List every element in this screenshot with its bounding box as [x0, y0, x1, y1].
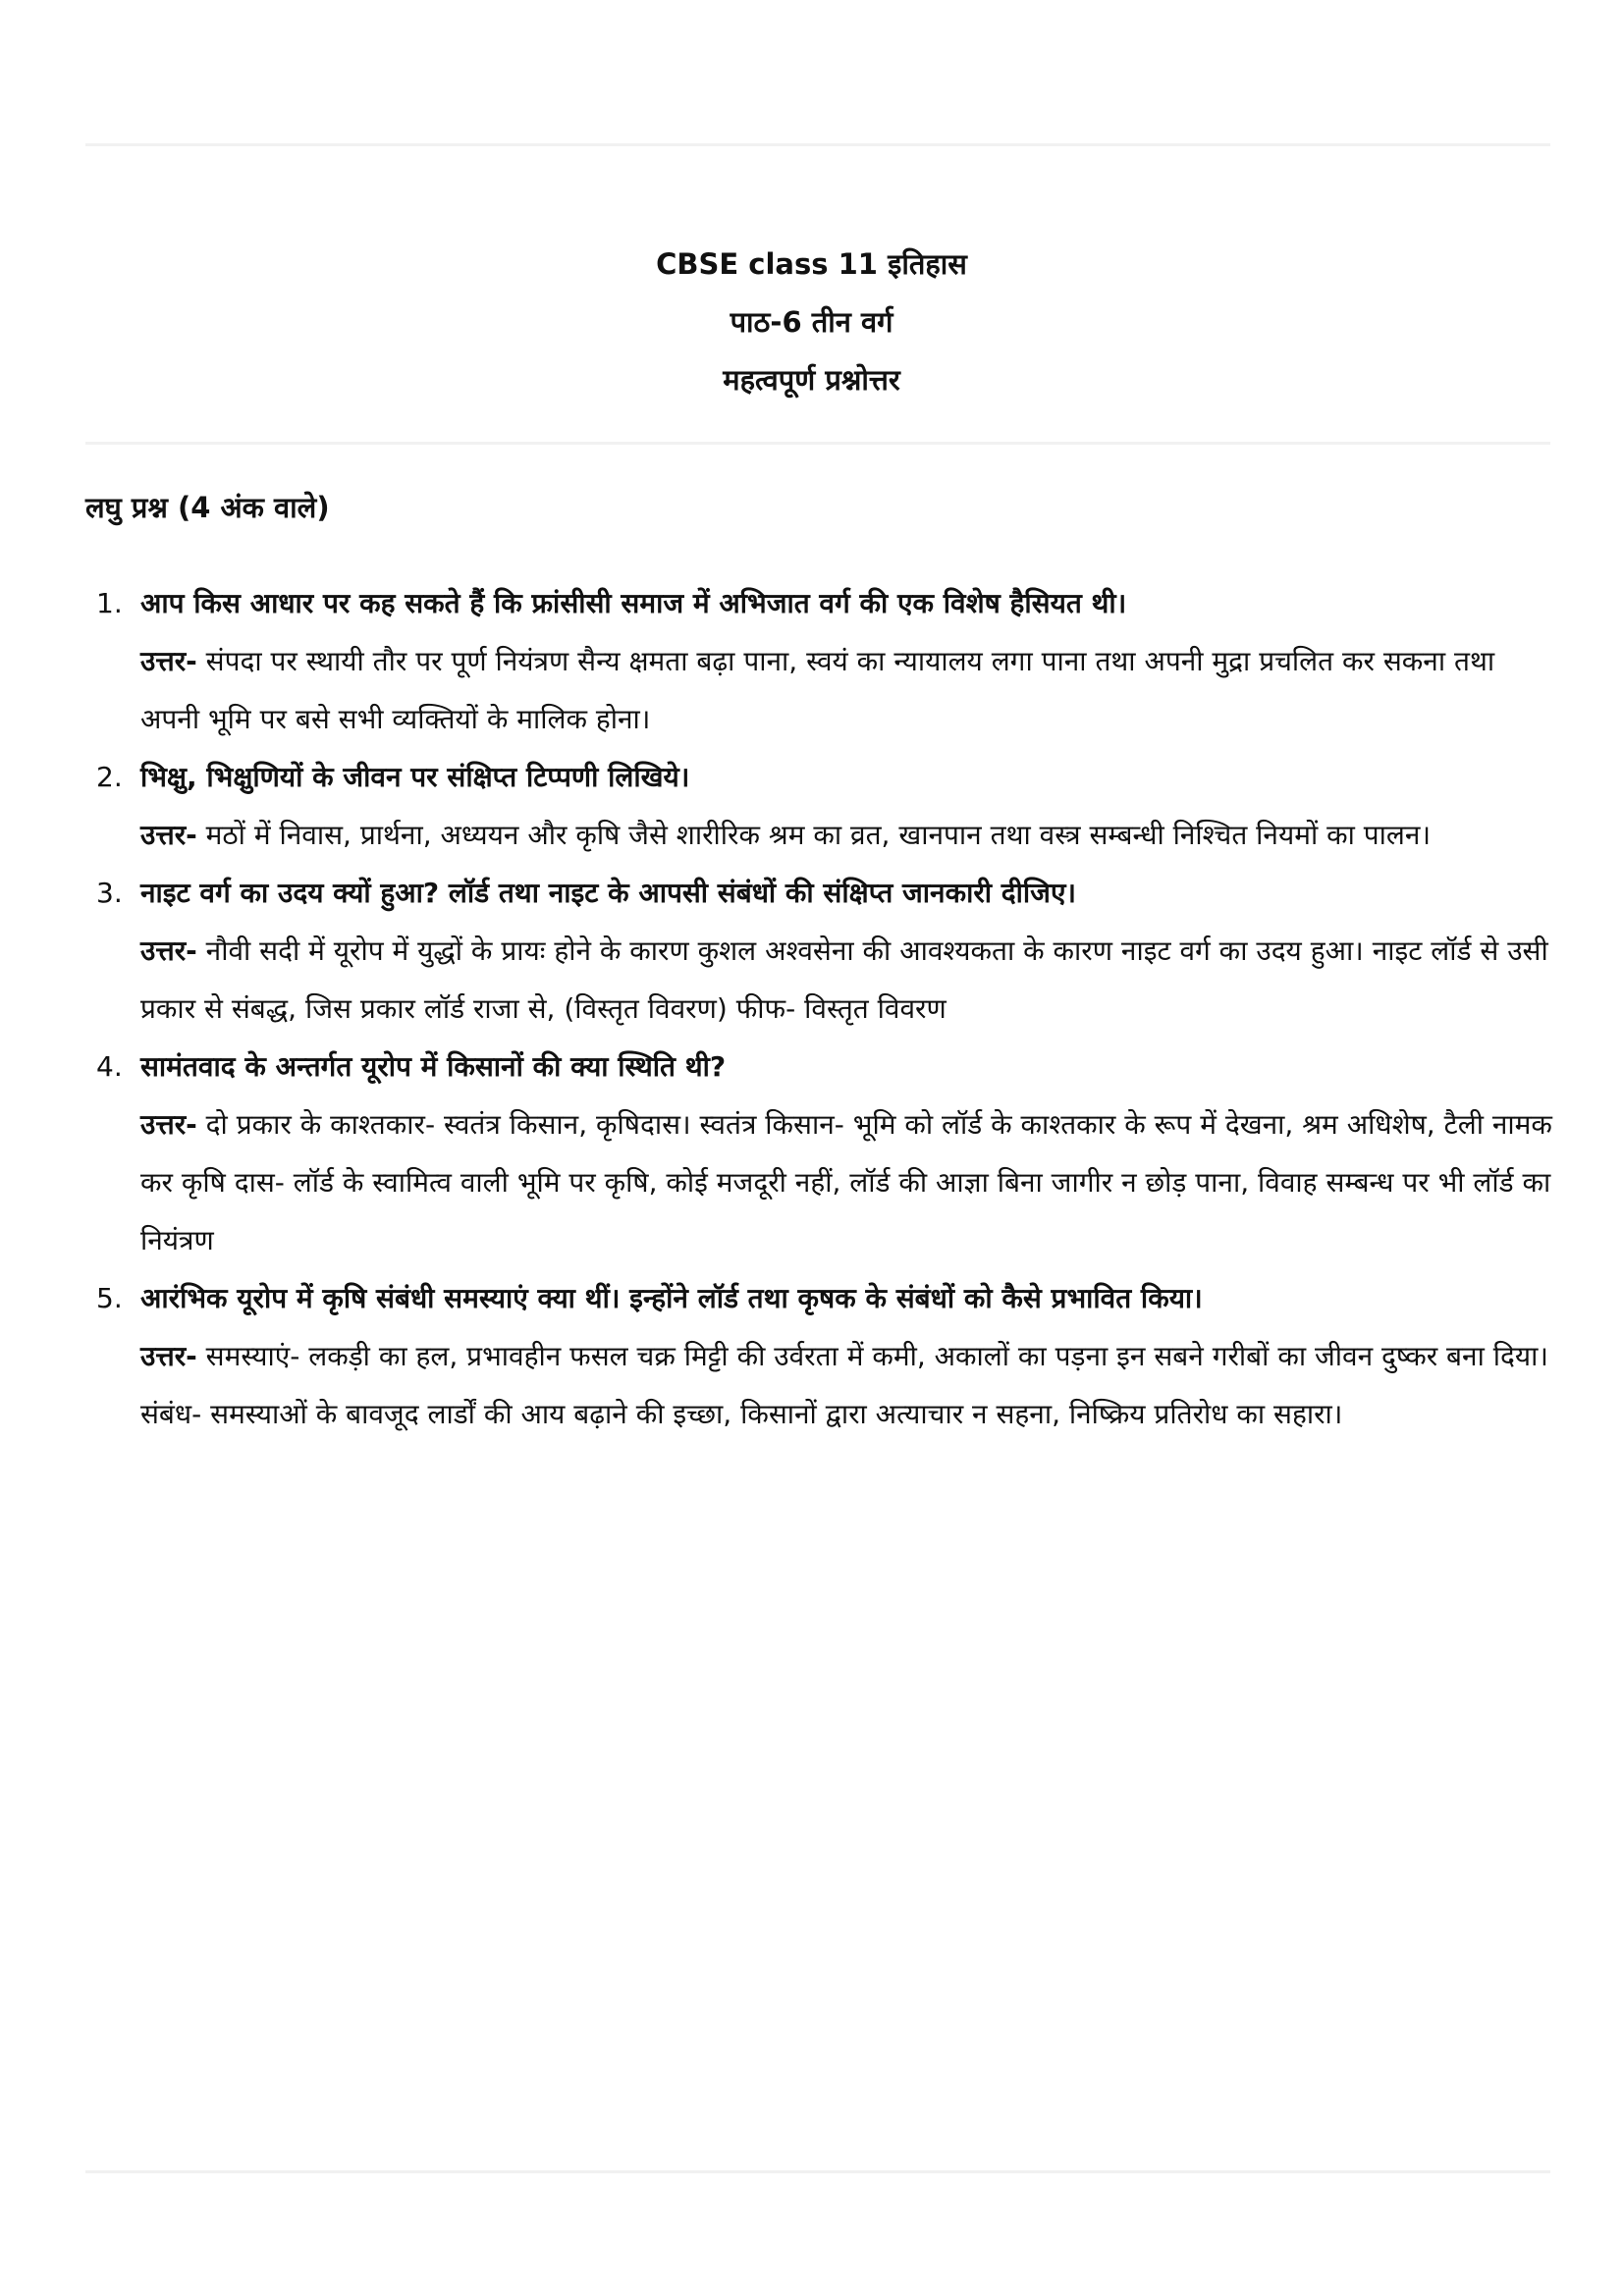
question-item: [96, 1269, 1554, 1443]
document-subtitle: महत्वपूर्ण प्रश्नोत्तर: [723, 363, 900, 397]
chapter-title: पाठ-6 तीन वर्ग: [730, 305, 893, 339]
answer-label: उत्तर-: [140, 1108, 197, 1141]
answer-body: दो प्रकार के काश्तकार- स्वतंत्र किसान, कृषिदास। स्वतंत्र किसान- भूमि को लॉर्ड के काश्तकार के रूप में देखना, श्रम अधिशेष, टैली नामक कर कृषि दास- लॉर्ड के स्वामित्व वाली भूमि पर कृषि, कोई मजदूरी नहीं, लॉर्ड की आज्ञा बिना जागीर न छोड़ पाना, विवाह सम्बन्ध पर भी लॉर्ड का नियंत्रण: [140, 1108, 1552, 1256]
question-item: [96, 1038, 1554, 1269]
document-header: [0, 236, 1623, 409]
question-number: 2.: [96, 761, 123, 793]
question-item: [96, 574, 1554, 748]
answer-text: [140, 922, 1554, 1038]
answer-label: उत्तर-: [140, 934, 197, 967]
answer-text: [140, 1327, 1554, 1443]
question-text: आप किस आधार पर कह सकते हैं कि फ्रांसीसी समाज में अभिजात वर्ग की एक विशेष हैसियत थी।: [140, 587, 1127, 619]
question-item: [96, 748, 1554, 864]
answer-body: संपदा पर स्थायी तौर पर पूर्ण नियंत्रण सैन्य क्षमता बढ़ा पाना, स्वयं का न्यायालय लगा पाना तथा अपनी मुद्रा प्रचलित कर सकना तथा अपनी भूमि पर बसे सभी व्यक्तियों के मालिक होना।: [140, 645, 1495, 735]
question-number: 5.: [96, 1282, 123, 1314]
answer-text: [140, 632, 1554, 748]
top-divider: [85, 143, 1550, 146]
answer-body: मठों में निवास, प्रार्थना, अध्ययन और कृषि जैसे शारीरिक श्रम का व्रत, खानपान तथा वस्त्र सम्बन्धी निश्चित नियमों का पालन।: [205, 819, 1432, 851]
answer-body: समस्याएं- लकड़ी का हल, प्रभावहीन फसल चक्र मिट्टी की उर्वरता में कमी, अकालों का पड़ना इन सबने गरीबों का जीवन दुष्कर बना दिया। संबंध- समस्याओं के बावजूद लार्डों की आय बढ़ाने की इच्छा, किसानों द्वारा अत्याचार न सहना, निष्क्रिय प्रतिरोध का सहारा।: [140, 1340, 1548, 1430]
document-title: CBSE class 11 इतिहास: [656, 247, 967, 281]
question-text: भिक्षु, भिक्षुणियों के जीवन पर संक्षिप्त टिप्पणी लिखिये।: [140, 761, 690, 793]
question-list: [96, 574, 1554, 1443]
question-text: नाइट वर्ग का उदय क्यों हुआ? लॉर्ड तथा नाइट के आपसी संबंधों की संक्षिप्त जानकारी दीजिए।: [140, 877, 1077, 909]
question-item: [96, 864, 1554, 1038]
answer-label: उत्तर-: [140, 645, 197, 677]
question-number: 3.: [96, 877, 123, 909]
question-number: 4.: [96, 1050, 123, 1083]
answer-text: [140, 806, 1554, 864]
answer-text: [140, 1095, 1554, 1269]
header-divider: [85, 442, 1550, 445]
question-text: सामंतवाद के अन्तर्गत यूरोप में किसानों की क्या स्थिति थी?: [140, 1050, 727, 1083]
question-number: 1.: [96, 587, 123, 619]
answer-label: उत्तर-: [140, 1340, 197, 1372]
question-text: आरंभिक यूरोप में कृषि संबंधी समस्याएं क्या थीं। इन्होंने लॉर्ड तथा कृषक के संबंधों को कैसे प्रभावित किया।: [140, 1282, 1203, 1314]
answer-body: नौवी सदी में यूरोप में युद्धों के प्रायः होने के कारण कुशल अश्वसेना की आवश्यकता के कारण नाइट वर्ग का उदय हुआ। नाइट लॉर्ड से उसी प्रकार से संबद्ध, जिस प्रकार लॉर्ड राजा से, (विस्तृत विवरण) फीफ- विस्तृत विवरण: [140, 934, 1548, 1025]
answer-label: उत्तर-: [140, 819, 197, 851]
section-heading: लघु प्रश्न (4 अंक वाले): [85, 491, 330, 524]
bottom-divider: [85, 2170, 1550, 2173]
